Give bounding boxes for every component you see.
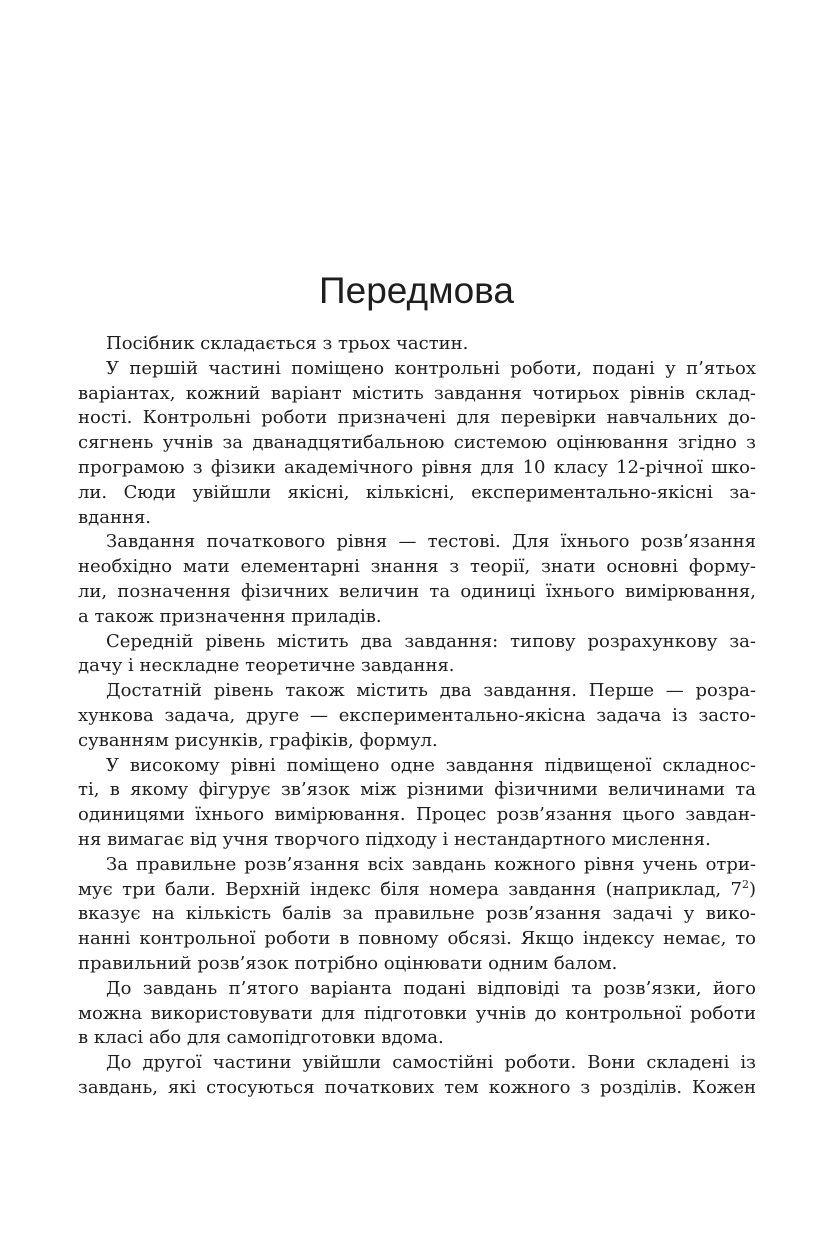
text-line: програмою з фізики академічного рівня для 10 класу 12-річної шко- [78,456,756,478]
text-line: За правильне розв’язання всіх завдань кожного рівня учень отри- [106,853,756,875]
text-line: До другої частини увійшли самостійні роботи. Вони складені із [106,1052,756,1074]
text-line: нанні контрольної роботи в повному обсязі. Якщо індексу немає, то [78,928,756,950]
text-line: необхідно мати елементарні знання з теорії, знати основні форму- [78,556,756,578]
paragraph [78,530,756,629]
text-line: ності. Контрольні роботи призначені для перевірки навчальних до- [78,407,756,429]
text-line: а також призначення приладів. [78,605,382,627]
paragraph [78,679,756,753]
text-line: Достатній рівень також містить два завдання. Перше — розра- [106,680,756,702]
text-line: можна використовувати для підготовки учнів до контрольної роботи [78,1002,756,1024]
text-line: суванням рисунків, графіків, формул. [78,729,438,751]
text-line: вдання. [78,506,152,528]
text-line: одиницями їхнього вимірювання. Процес розв’язання цього завдан- [78,804,756,826]
text-line: дачу і нескладне теоретичне завдання. [78,655,455,677]
text-line: ли. Сюди увійшли якісні, кількісні, експериментально-якісні за- [78,481,756,503]
text-line: мує три бали. Верхній індекс біля номера завдання (наприклад, $7^2$) [78,877,756,900]
preface-text [78,332,756,1101]
text-line: вказує на кількість балів за правильне розв’язання задачі у вико- [78,903,756,925]
page-title: Передмова [319,270,514,311]
paragraph [78,1051,756,1101]
text-line: У високому рівні поміщено одне завдання підвищеної складнос- [106,754,756,776]
text-line: Посібник складається з трьох частин. [106,333,469,354]
text-line: варіантах, кожний варіант містить завдання чотирьох рівнів склад- [78,382,756,404]
text-line: ли, позначення фізичних величин та одиниці їхнього вимірювання, [78,580,756,602]
text-line: Середній рівень містить два завдання: типову розрахункову за- [106,630,756,652]
paragraph [78,754,756,853]
text-line: хункова задача, друге — експериментально-якісна задача із засто- [78,704,756,726]
text-line: правильний розв’язок потрібно оцінювати одним балом. [78,952,618,974]
text-line: ті, в якому фігурує зв’язок між різними фізичними величинами та [78,779,756,801]
text-line: У першій частині поміщено контрольні роботи, подані у п’ятьох [106,357,756,379]
text-line: ня вимагає від учня творчого підходу і нестандартного мислення. [78,828,711,850]
text-line: Завдання початкового рівня — тестові. Для їхнього розв’язання [106,531,756,553]
paragraph [78,630,756,680]
text-line: завдань, які стосуються початкових тем кожного з розділів. Кожен [78,1076,756,1098]
paragraph [78,853,756,977]
paragraph [78,357,756,531]
text-line: До завдань п’ятого варіанта подані відповіді та розв’язки, його [106,977,756,999]
text-line: сягнень учнів за дванадцятибальною системою оцінювання згідно з [78,432,756,454]
paragraph [78,332,756,357]
text-line: в класі або для самопідготовки вдома. [78,1027,444,1049]
superscript-index: 2 [741,877,749,891]
paragraph [78,977,756,1051]
